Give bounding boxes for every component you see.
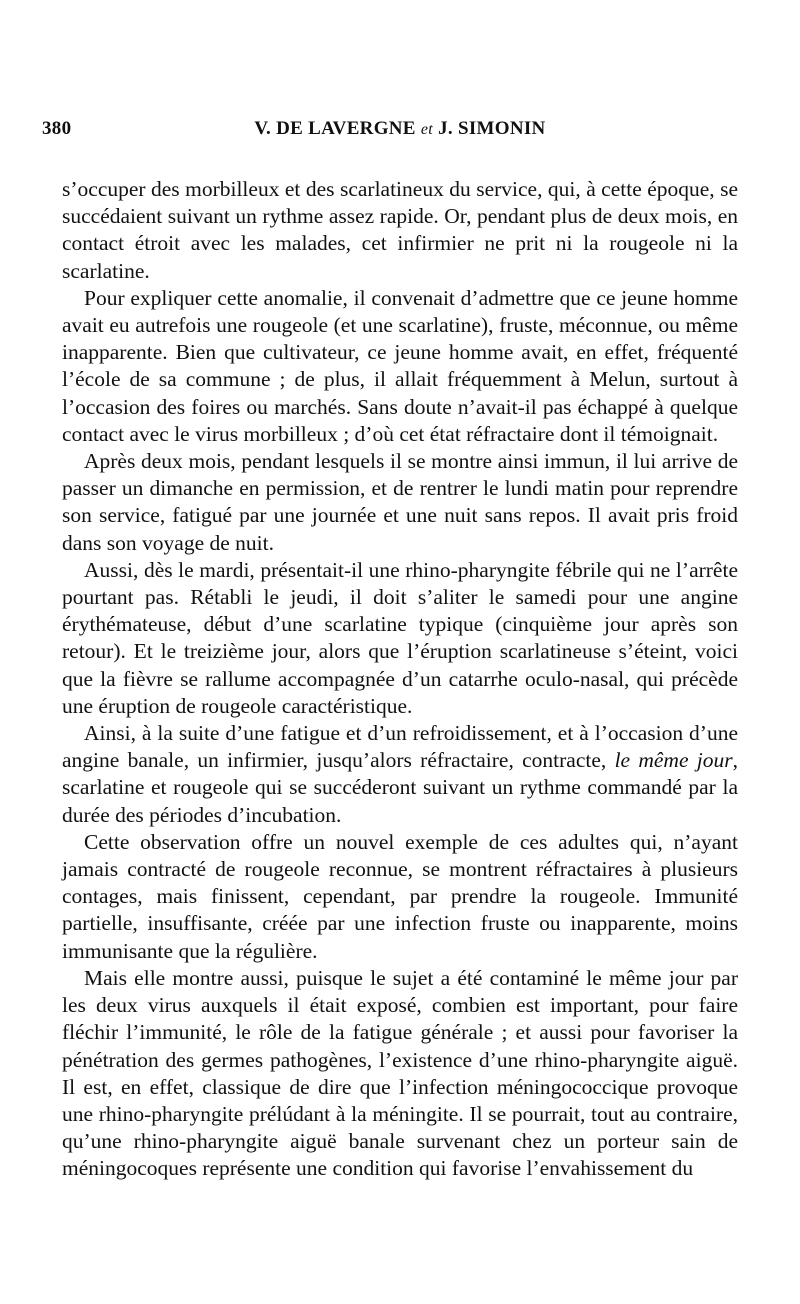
body-text — [62, 176, 738, 1183]
paragraph-5-text-after: , scarlatine et rougeole qui se succéderont suivant un rythme commandé par la durée des périodes d’incubation. — [62, 748, 738, 827]
paragraph-6: Cette observation offre un nouvel exemple de ces adultes qui, n’ayant jamais contracté de rougeole reconnue, se montrent réfractaires à plusieurs contages, mais finissent, cependant, par prendre la rougeole. Immunité partielle, insuffisante, créée par une infection fruste ou inapparente, moins immunisante que la régulière. — [62, 829, 738, 963]
running-title — [62, 118, 738, 140]
paragraph-5 — [62, 720, 738, 829]
paragraph-5-text-before: Ainsi, à la suite d’une fatigue et d’un refroidissement, et à l’occasion d’une angine banale, un infirmier, jusqu’alors réfractaire, contracte, — [62, 721, 738, 773]
book-page — [42, 118, 738, 1183]
paragraph-7: Mais elle montre aussi, puisque le sujet a été contaminé le même jour par les deux virus auxquels il était exposé, combien est important, pour faire fléchir l’immunité, le rôle de la fatigue générale ; et aussi pour favoriser la pénétration des germes pathogènes, l’existence d’une rhino-pharyngite aiguë. Il est, en effet, classique de dire que l’infection méningococcique provoque une rhino-pharyngite prélúdant à la méningite. Il se pourrait, tout au contraire, qu’une rhino-pharyngite aiguë banale survenant chez un porteur sain de méningocoques représente une condition qui favorise l’envahissement du — [62, 965, 738, 1181]
author-conjunction: et — [420, 121, 433, 138]
paragraph-4: Aussi, dès le mardi, présentait-il une rhino-pharyngite fébrile qui ne l’arrête pourtant pas. Rétabli le jeudi, il doit s’aliter le samedi pour une angine érythémateuse, début d’une scarlatine typique (cinquième jour après son retour). Et le treizième jour, alors que l’éruption scarlatineuse s’éteint, voici que la fièvre se rallume accompagnée d’un catarrhe oculo-nasal, qui précède une éruption de rougeole caractéristique. — [62, 557, 738, 718]
page-number: 380 — [42, 118, 72, 139]
paragraph-3: Après deux mois, pendant lesquels il se montre ainsi immun, il lui arrive de passer un dimanche en permission, et de rentrer le lundi matin pour reprendre son service, fatigué par une journée et une nuit sans repos. Il avait pris froid dans son voyage de nuit. — [62, 449, 738, 555]
paragraph-2: Pour expliquer cette anomalie, il convenait d’admettre que ce jeune homme avait eu autrefois une rougeole (et une scarlatine), fruste, méconnue, ou même inapparente. Bien que cultivateur, ce jeune homme avait, en effet, fréquenté l’école de sa commune ; de plus, il allait fréquemment à Melun, surtout à l’occasion des foires ou marchés. Sans doute n’avait-il pas échappé à quelque contact avec le virus morbilleux ; d’où cet état réfractaire dont il témoignait. — [62, 285, 738, 446]
running-head — [42, 118, 738, 148]
paragraph-1: s’occuper des morbilleux et des scarlatineux du service, qui, à cette époque, se succédaient suivant un rythme assez rapide. Or, pendant plus de deux mois, en contact étroit avec les malades, cet infirmier ne prit ni la rougeole ni la scarlatine. — [62, 177, 738, 283]
author-simonin: J. SIMONIN — [438, 118, 546, 139]
author-de-lavergne: V. DE LAVERGNE — [254, 118, 416, 139]
paragraph-5-emphasis: le même jour — [614, 748, 733, 773]
